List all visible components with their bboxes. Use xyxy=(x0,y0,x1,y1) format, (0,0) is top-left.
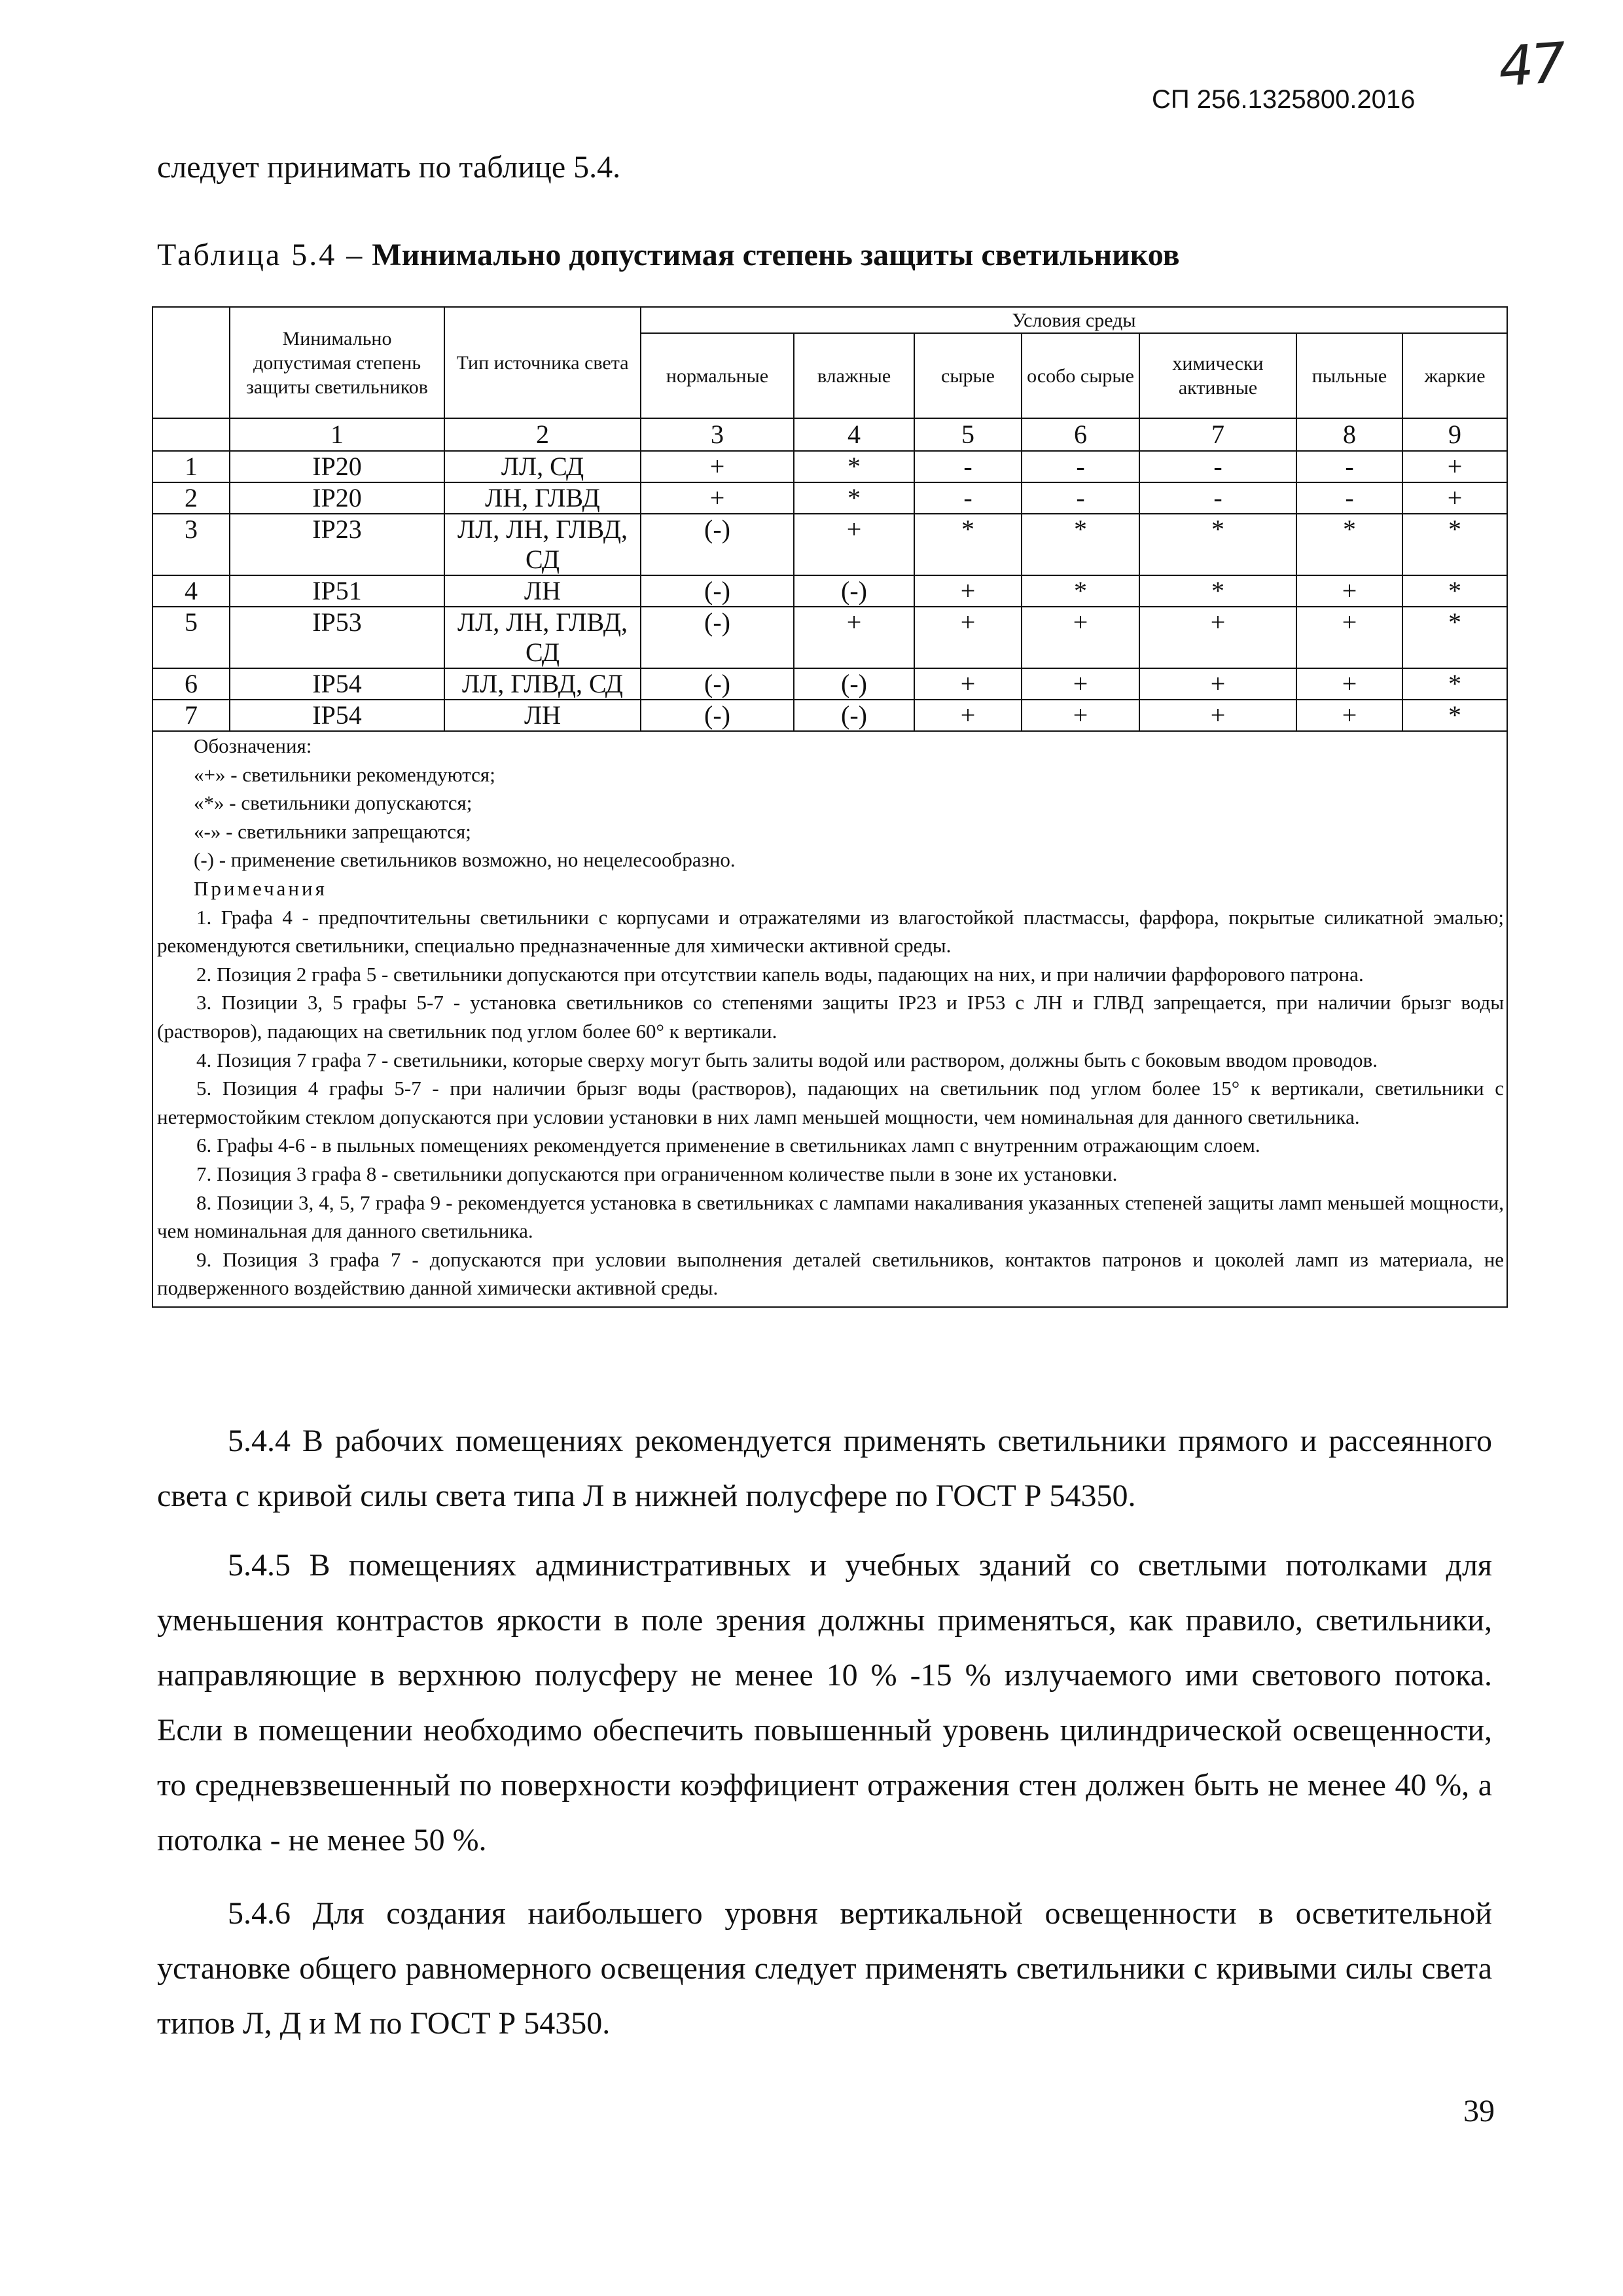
column-number: 1 xyxy=(230,418,444,451)
legend-item: «*» - светильники допускаются; xyxy=(194,791,473,815)
row-value: + xyxy=(794,607,914,668)
row-value: + xyxy=(1139,607,1296,668)
row-value: - xyxy=(1022,451,1139,482)
note-item: 7. Позиция 3 графа 8 - светильники допускаются при ограниченном количестве пыли в зоне их установки. xyxy=(196,1162,1118,1185)
table-header-row xyxy=(152,307,1507,333)
page-number: 39 xyxy=(1463,2094,1495,2128)
row-value: - xyxy=(914,451,1022,482)
table-row xyxy=(152,668,1507,700)
row-value: * xyxy=(1402,607,1507,668)
document-code: СП 256.1325800.2016 xyxy=(1152,85,1416,114)
row-value: * xyxy=(1402,575,1507,607)
header-conditions: Условия среды xyxy=(641,307,1507,333)
row-value: + xyxy=(1139,668,1296,700)
row-value: + xyxy=(914,607,1022,668)
table-row xyxy=(152,575,1507,607)
legend-item: «-» - светильники запрещаются; xyxy=(194,819,471,843)
table-row xyxy=(152,451,1507,482)
column-number: 6 xyxy=(1022,418,1139,451)
row-ip: IP54 xyxy=(230,668,444,700)
row-number: 5 xyxy=(152,607,230,668)
row-value: * xyxy=(1022,575,1139,607)
condition-normal: нормальные xyxy=(641,333,794,418)
column-numbers-row xyxy=(152,418,1507,451)
row-value: + xyxy=(1296,700,1402,731)
row-value: + xyxy=(914,700,1022,731)
table-caption-label: Таблица 5.4 – xyxy=(157,238,365,272)
row-number: 3 xyxy=(152,514,230,575)
table-row xyxy=(152,607,1507,668)
row-value: + xyxy=(1296,668,1402,700)
row-value: * xyxy=(794,451,914,482)
row-value: + xyxy=(641,482,794,514)
note-item: 4. Позиция 7 графа 7 - светильники, которые сверху могут быть залиты водой или раствором, должны быть с боковым вводом проводов. xyxy=(196,1048,1378,1071)
note-item: 2. Позиция 2 графа 5 - светильники допускаются при отсутствии капель воды, падающих на них, и при наличии фарфорового патрона. xyxy=(196,962,1364,986)
row-number: 6 xyxy=(152,668,230,700)
row-value: + xyxy=(1402,482,1507,514)
row-source: ЛЛ, ЛН, ГЛВД, СД xyxy=(444,607,641,668)
row-number: 7 xyxy=(152,700,230,731)
row-value: + xyxy=(1402,451,1507,482)
header-source-type: Тип источника света xyxy=(444,307,641,418)
row-value: * xyxy=(794,482,914,514)
legend-item: (-) - применение светильников возможно, но нецелесообразно. xyxy=(194,848,736,872)
condition-chemically-active: химически активные xyxy=(1139,333,1296,418)
condition-dusty: пыльные xyxy=(1296,333,1402,418)
notes-cell xyxy=(152,731,1507,1307)
row-value: * xyxy=(1402,668,1507,700)
row-ip: IP23 xyxy=(230,514,444,575)
table-row xyxy=(152,514,1507,575)
row-value: + xyxy=(914,668,1022,700)
row-value: + xyxy=(1296,607,1402,668)
row-value: (-) xyxy=(794,575,914,607)
row-source: ЛН xyxy=(444,700,641,731)
row-source: ЛН xyxy=(444,575,641,607)
column-number: 8 xyxy=(1296,418,1402,451)
paragraph-5-4-5 xyxy=(157,1538,1492,1868)
row-value: + xyxy=(1022,607,1139,668)
legend-item: «+» - светильники рекомендуются; xyxy=(194,762,495,786)
column-number: 2 xyxy=(444,418,641,451)
row-value: (-) xyxy=(641,700,794,731)
row-number: 4 xyxy=(152,575,230,607)
condition-hot: жаркие xyxy=(1402,333,1507,418)
intro-text: следует принимать по таблице 5.4. xyxy=(157,150,621,185)
column-number: 4 xyxy=(794,418,914,451)
column-number: 9 xyxy=(1402,418,1507,451)
handwritten-page-number: 47 xyxy=(1496,30,1566,99)
row-value: - xyxy=(1139,451,1296,482)
row-number: 2 xyxy=(152,482,230,514)
row-value: * xyxy=(1139,514,1296,575)
row-source: ЛН, ГЛВД xyxy=(444,482,641,514)
row-ip: IP20 xyxy=(230,482,444,514)
legend-title: Обозначения: xyxy=(194,734,312,757)
header-corner-cell xyxy=(152,307,230,418)
row-value: - xyxy=(1296,451,1402,482)
header-protection: Минимально допустимая степень защиты светильников xyxy=(230,307,444,418)
row-value: - xyxy=(914,482,1022,514)
table-row xyxy=(152,700,1507,731)
column-number-blank xyxy=(152,418,230,451)
row-value: (-) xyxy=(641,668,794,700)
row-ip: IP53 xyxy=(230,607,444,668)
row-value: + xyxy=(914,575,1022,607)
row-ip: IP20 xyxy=(230,451,444,482)
row-value: (-) xyxy=(794,668,914,700)
row-source: ЛЛ, ГЛВД, СД xyxy=(444,668,641,700)
note-item: 9. Позиция 3 графа 7 - допускаются при условии выполнения деталей светильников, контактов патронов и цоколей ламп из материала, не подверженного воздействию данной химически активной среды. xyxy=(157,1247,1505,1300)
row-source: ЛЛ, СД xyxy=(444,451,641,482)
paragraph-5-4-6 xyxy=(157,1886,1492,2051)
notes-row xyxy=(152,731,1507,1307)
row-value: - xyxy=(1139,482,1296,514)
row-value: * xyxy=(1402,700,1507,731)
condition-damp: сырые xyxy=(914,333,1022,418)
column-number: 7 xyxy=(1139,418,1296,451)
row-value: + xyxy=(1296,575,1402,607)
protection-table xyxy=(152,306,1508,1308)
row-value: (-) xyxy=(641,607,794,668)
row-value: (-) xyxy=(641,514,794,575)
row-value: + xyxy=(794,514,914,575)
row-value: + xyxy=(1139,700,1296,731)
notes-title: Примечания xyxy=(194,876,327,900)
row-source: ЛЛ, ЛН, ГЛВД, СД xyxy=(444,514,641,575)
condition-humid: влажные xyxy=(794,333,914,418)
row-value: + xyxy=(641,451,794,482)
paragraph-text: 5.4.6 Для создания наибольшего уровня вертикальной освещенности в осветительной установке общего равномерного освещения следует применять светильники с кривыми силы света типов Л, Д и М по ГОСТ Р 54350. xyxy=(157,1896,1492,2041)
row-value: * xyxy=(1139,575,1296,607)
row-value: - xyxy=(1296,482,1402,514)
row-value: * xyxy=(1296,514,1402,575)
note-item: 1. Графа 4 - предпочтительны светильники с корпусами и отражателями из влагостойкой пластмассы, фарфора, покрытые силикатной эмалью; рекомендуются светильники, специально предназначенные для химически активной среды. xyxy=(157,905,1505,958)
row-value: * xyxy=(1022,514,1139,575)
row-value: - xyxy=(1022,482,1139,514)
row-value: + xyxy=(1022,668,1139,700)
row-value: (-) xyxy=(641,575,794,607)
row-value: + xyxy=(1022,700,1139,731)
table-caption-title: Минимально допустимая степень защиты светильников xyxy=(372,238,1180,272)
note-item: 6. Графы 4-6 - в пыльных помещениях рекомендуется применение в светильниках ламп с внутренним отражающим слоем. xyxy=(196,1134,1260,1157)
row-ip: IP54 xyxy=(230,700,444,731)
row-value: (-) xyxy=(794,700,914,731)
paragraph-text: 5.4.5 В помещениях административных и учебных зданий со светлыми потолками для уменьшения контрастов яркости в поле зрения должны применяться, как правило, светильники, направляющие в верхнюю полусферу не менее 10 % -15 % излучаемого ими светового потока. Если в помещении необходимо обеспечить повышенный уровень цилиндрической освещенности, то средневзвешенный по поверхности коэффициент отражения стен должен быть не менее 40 %, а потолка - не менее 50 %. xyxy=(157,1548,1492,1857)
row-value: * xyxy=(1402,514,1507,575)
paragraph-5-4-4 xyxy=(157,1414,1492,1524)
row-value: * xyxy=(914,514,1022,575)
note-item: 3. Позиции 3, 5 графы 5-7 - установка светильников со степенями защиты IP23 и IP53 с ЛН и ГЛВД запрещается, при наличии брызг воды (растворов), падающих на светильник под углом более 60° к вертикали. xyxy=(157,991,1505,1043)
table-caption xyxy=(157,237,1180,273)
paragraph-text: 5.4.4 В рабочих помещениях рекомендуется применять светильники прямого и рассеянного света с кривой силы света типа Л в нижней полусфере по ГОСТ Р 54350. xyxy=(157,1424,1492,1513)
column-number: 5 xyxy=(914,418,1022,451)
table-row xyxy=(152,482,1507,514)
row-ip: IP51 xyxy=(230,575,444,607)
column-number: 3 xyxy=(641,418,794,451)
condition-very-damp: особо сырые xyxy=(1022,333,1139,418)
note-item: 5. Позиция 4 графы 5-7 - при наличии брызг воды (растворов), падающих на светильник под углом более 15° к вертикали, светильники с нетермостойким стеклом допускаются при условии установки в них ламп меньшей мощности, чем номинальная для данного светильника. xyxy=(157,1077,1505,1128)
row-number: 1 xyxy=(152,451,230,482)
note-item: 8. Позиции 3, 4, 5, 7 графа 9 - рекомендуется установка в светильниках с лампами накаливания указанных степеней защиты ламп меньшей мощности, чем номинальная для данного светильника. xyxy=(157,1191,1505,1243)
